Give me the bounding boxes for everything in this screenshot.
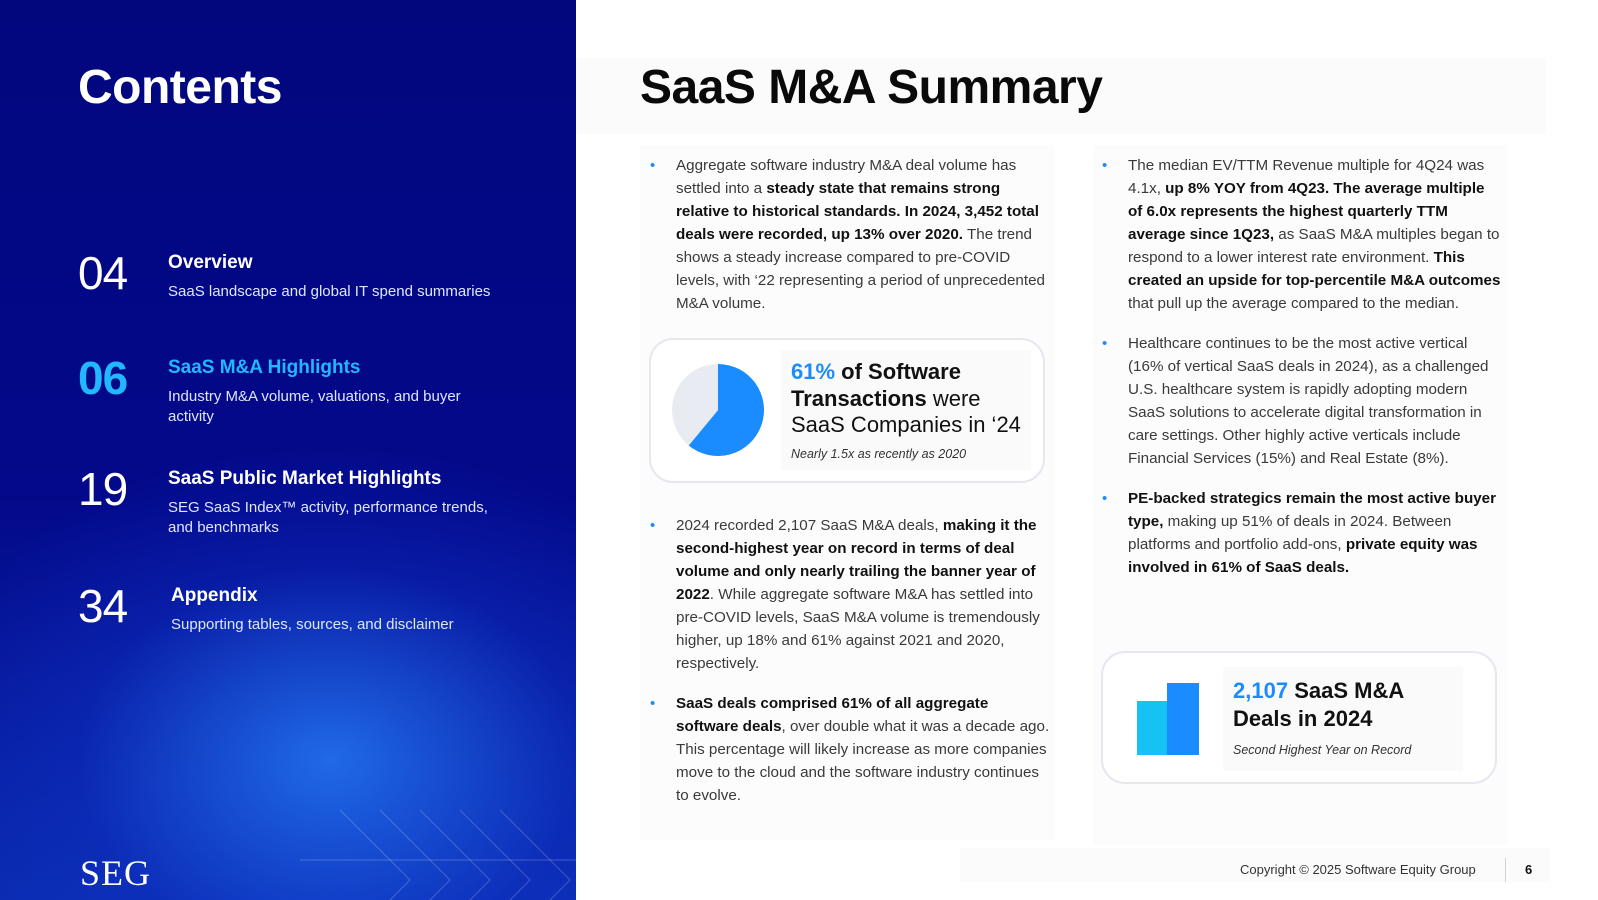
page-title: SaaS M&A Summary bbox=[640, 61, 1103, 114]
stat-headline-2: Transactions were bbox=[791, 386, 981, 411]
right-bullets bbox=[1102, 154, 1502, 596]
bullet-item: • The median EV/TTM Revenue multiple for 4Q24 was 4.1x, up 8% YOY from 4Q23. The average multiple of 6.0x represents the highest quarterly TTM average since 1Q23, as SaaS M&A multiples began to respond to a lower interest rate environment. This created an upside for top-percentile M&A outcomes that pull up the average compared to the median. bbox=[1102, 154, 1502, 315]
toc-description: Industry M&A volume, valuations, and buyer activity bbox=[168, 388, 461, 425]
toc-description: SaaS landscape and global IT spend summaries bbox=[168, 283, 491, 300]
stat-subtitle: Second Highest Year on Record bbox=[1233, 743, 1412, 757]
footer-copyright: Copyright © 2025 Software Equity Group bbox=[1240, 862, 1476, 877]
bullet-item: • Healthcare continues to be the most active vertical (16% of vertical SaaS deals in 2024), as a challenged U.S. healthcare system is rapidly adopting modern SaaS solutions to accelerate digital transformation in care settings. Other highly active verticals include Financial Services (15%) and Real Estate (8%). bbox=[1102, 332, 1502, 470]
contents-title: Contents bbox=[78, 61, 282, 114]
bullet-item: • Aggregate software industry M&A deal volume has settled into a steady state that remains strong relative to historical standards. In 2024, 3,452 total deals were recorded, up 13% over 2020. The trend shows a steady increase compared to pre-COVID levels, with ‘22 representing a period of unprecedented M&A volume. bbox=[650, 154, 1050, 315]
toc-description: Supporting tables, sources, and disclaimer bbox=[171, 616, 454, 633]
stat-headline-2: Deals in 2024 bbox=[1233, 706, 1373, 731]
toc-number: 04 bbox=[78, 247, 128, 299]
bullet-dot: • bbox=[650, 695, 656, 712]
page-number: 6 bbox=[1525, 862, 1533, 877]
toc-number: 34 bbox=[78, 580, 128, 632]
pie-chart bbox=[670, 362, 766, 458]
toc-title: SaaS M&A Highlights bbox=[168, 357, 361, 378]
bullet-dot: • bbox=[1102, 335, 1108, 352]
seg-logo: SEG bbox=[80, 853, 152, 893]
toc-title: SaaS Public Market Highlights bbox=[168, 468, 442, 489]
stat-card-saas-share bbox=[649, 338, 1045, 483]
chevron-decoration bbox=[0, 0, 576, 900]
bullet-dot: • bbox=[1102, 490, 1108, 507]
toc-number: 19 bbox=[78, 463, 128, 515]
stat-card-deal-count bbox=[1101, 651, 1497, 784]
toc-description: SEG SaaS Index™ activity, performance trends, and benchmarks bbox=[168, 499, 488, 536]
stat-headline-3: SaaS Companies in ‘24 bbox=[791, 412, 1021, 437]
bullet-dot: • bbox=[1102, 157, 1108, 174]
bullet-item: • SaaS deals comprised 61% of all aggregate software deals, over double what it was a decade ago. This percentage will likely increase as more companies move to the cloud and the software industry continues to evolve. bbox=[650, 692, 1050, 807]
bar-chart-icon bbox=[1137, 683, 1207, 755]
toc-title: Appendix bbox=[171, 585, 258, 606]
stat-subtitle: Nearly 1.5x as recently as 2020 bbox=[791, 447, 967, 461]
bullet-item: • PE-backed strategics remain the most active buyer type, making up 51% of deals in 2024. Between platforms and portfolio add-ons, private equity was involved in 61% of SaaS deals. bbox=[1102, 487, 1502, 579]
bullet-dot: • bbox=[650, 517, 656, 534]
toc-number: 06 bbox=[78, 352, 128, 404]
left-bullets-bottom bbox=[650, 514, 1050, 824]
toc-title: Overview bbox=[168, 252, 253, 273]
left-bullets-top bbox=[650, 154, 1050, 332]
bullet-item: • 2024 recorded 2,107 SaaS M&A deals, making it the second-highest year on record in terms of deal volume and only nearly trailing the banner year of 2022. While aggregate software M&A has settled into pre-COVID levels, SaaS M&A volume is tremendously higher, up 18% and 61% against 2021 and 2020, respectively. bbox=[650, 514, 1050, 675]
bullet-dot: • bbox=[650, 157, 656, 174]
footer-divider bbox=[1505, 858, 1506, 882]
stat-headline: 61% of Software bbox=[791, 359, 961, 384]
stat-headline: 2,107 SaaS M&A bbox=[1233, 678, 1405, 703]
contents-panel bbox=[0, 0, 576, 900]
